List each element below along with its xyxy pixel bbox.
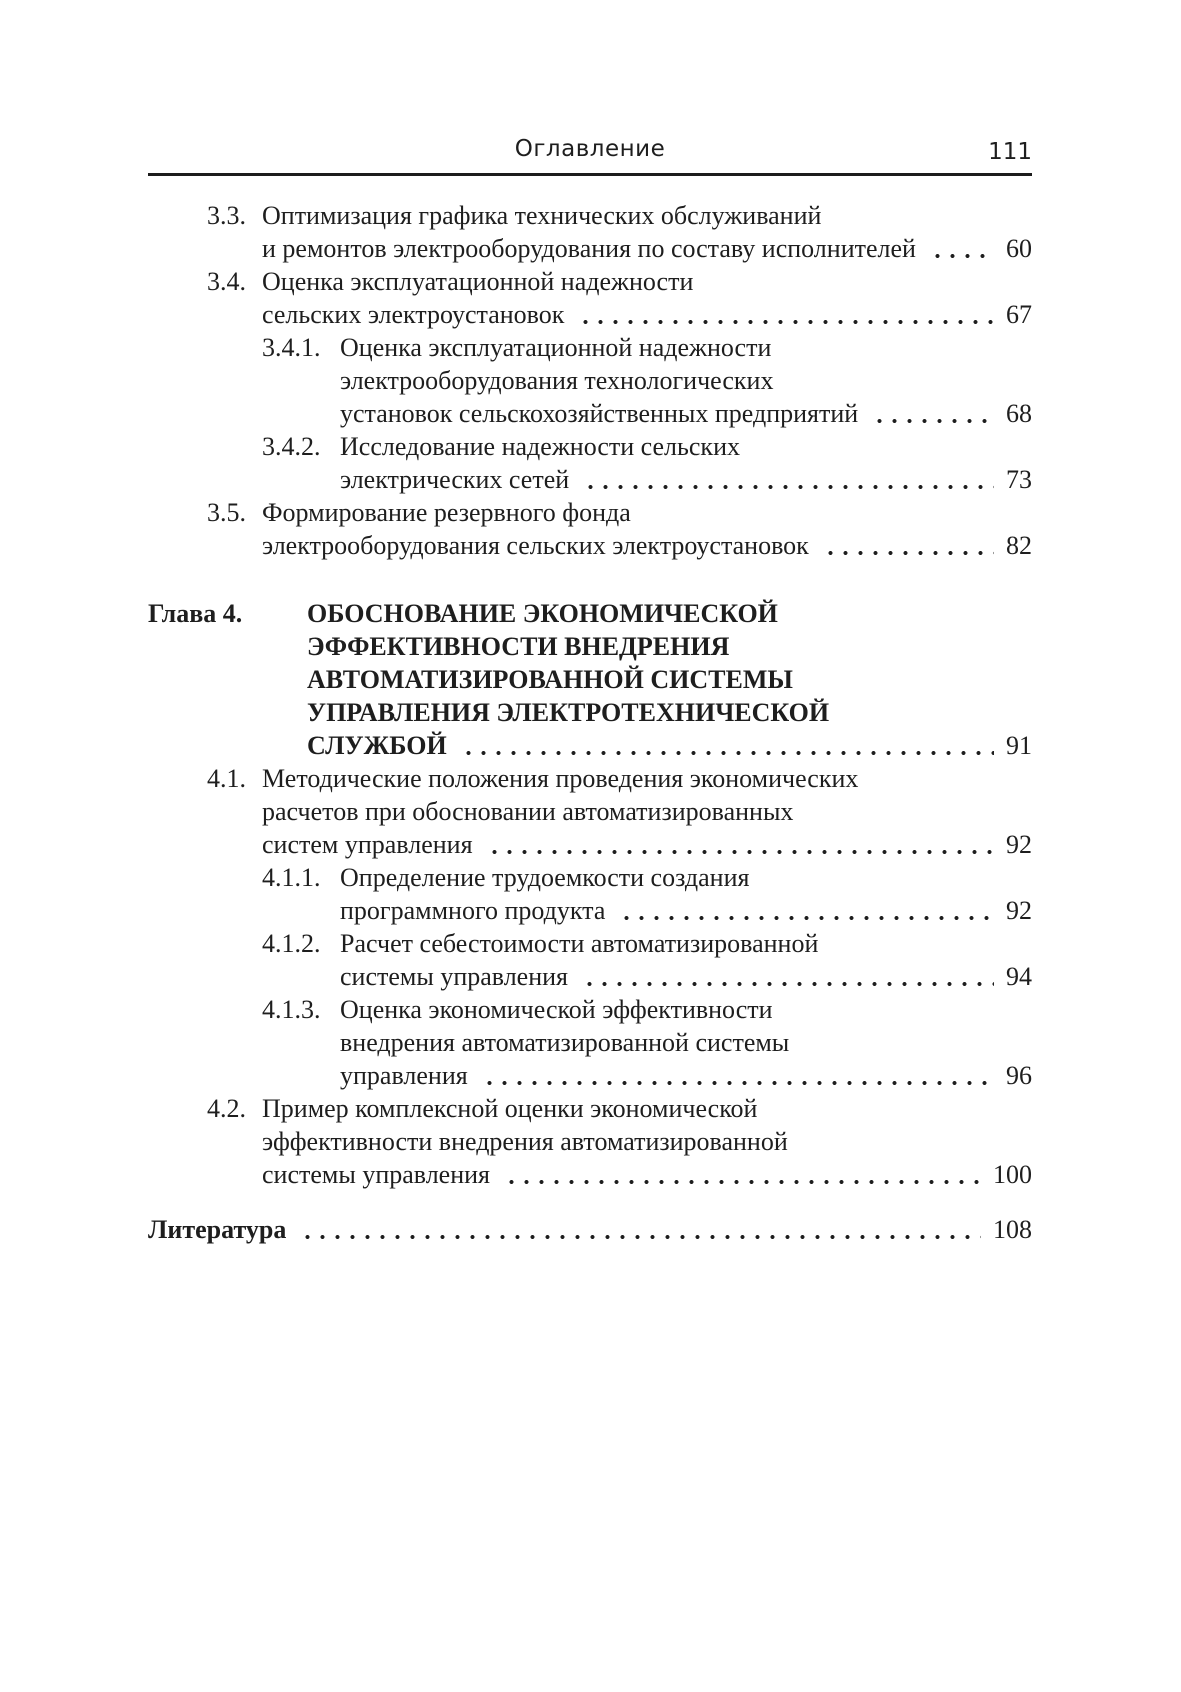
toc-entry-body bbox=[340, 331, 1032, 430]
toc-entry-leader-line bbox=[340, 463, 1032, 496]
toc-entry-text: сельских электроустановок bbox=[262, 300, 565, 329]
toc-entry-text: Оценка эксплуатационной надежности bbox=[262, 267, 694, 296]
toc-entry-text: СЛУЖБОЙ bbox=[307, 731, 447, 760]
toc-entry-leader-line bbox=[262, 298, 1032, 331]
toc-entry-number: 4.1.3. bbox=[262, 995, 321, 1024]
toc-entry-text: Пример комплексной оценки экономической bbox=[262, 1094, 758, 1123]
header-page-number: 111 bbox=[988, 139, 1032, 165]
dot-leader bbox=[300, 1213, 981, 1246]
page-title: Оглавление bbox=[514, 136, 666, 162]
toc-entry-text: установок сельскохозяйственных предприятий bbox=[340, 399, 859, 428]
toc-entry-text: Расчет себестоимости автоматизированной bbox=[340, 929, 819, 958]
toc-entry-text: ОБОСНОВАНИЕ ЭКОНОМИЧЕСКОЙ bbox=[307, 599, 778, 628]
toc-page-number: 68 bbox=[1006, 399, 1032, 428]
toc-page-number: 92 bbox=[1006, 830, 1032, 859]
toc-entry bbox=[148, 597, 1032, 762]
toc-entry bbox=[148, 1213, 1032, 1246]
toc-page-number: 82 bbox=[1006, 531, 1032, 560]
toc-page-number: 67 bbox=[1006, 300, 1032, 329]
toc-entry-text: Оценка эксплуатационной надежности bbox=[340, 333, 772, 362]
toc-page-number: 60 bbox=[1006, 234, 1032, 263]
dot-leader bbox=[823, 529, 994, 562]
toc-entry bbox=[148, 496, 1032, 562]
toc-entry-text: эффективности внедрения автоматизированной bbox=[262, 1127, 788, 1156]
toc-entry bbox=[148, 265, 1032, 331]
toc-entry-body bbox=[340, 430, 1032, 496]
dot-leader bbox=[461, 729, 994, 762]
toc-entry-text: УПРАВЛЕНИЯ ЭЛЕКТРОТЕХНИЧЕСКОЙ bbox=[307, 698, 830, 727]
toc-entry-number: 4.1. bbox=[207, 764, 246, 793]
toc-entry-text: Определение трудоемкости создания bbox=[340, 863, 750, 892]
toc-entry-text: Оптимизация графика технических обслуживаний bbox=[262, 201, 822, 230]
toc-entry-leader-line bbox=[148, 1213, 1032, 1246]
toc-entry-body bbox=[262, 762, 1032, 861]
toc-entry bbox=[148, 331, 1032, 430]
toc-entry-text: Оценка экономической эффективности bbox=[340, 995, 773, 1024]
page-content bbox=[148, 0, 1032, 1246]
toc-page-number: 92 bbox=[1006, 896, 1032, 925]
dot-leader bbox=[583, 463, 994, 496]
toc-entry bbox=[148, 199, 1032, 265]
toc-entry-text: программного продукта bbox=[340, 896, 606, 925]
toc-page-number: 91 bbox=[1006, 731, 1032, 760]
dot-leader bbox=[504, 1158, 981, 1191]
toc-entry-number: 4.2. bbox=[207, 1094, 246, 1123]
dot-leader bbox=[872, 397, 994, 430]
toc-entry-text: расчетов при обосновании автоматизированных bbox=[262, 797, 794, 826]
toc-entry bbox=[148, 762, 1032, 861]
toc-entry-text: АВТОМАТИЗИРОВАННОЙ СИСТЕМЫ bbox=[307, 665, 793, 694]
toc-entry-leader-line bbox=[262, 1158, 1032, 1191]
toc-entry-leader-line bbox=[340, 960, 1032, 993]
toc-entry-text: внедрения автоматизированной системы bbox=[340, 1028, 790, 1057]
toc-entry-text: электрических сетей bbox=[340, 465, 570, 494]
toc-entry-leader-line bbox=[262, 232, 1032, 265]
dot-leader bbox=[578, 298, 994, 331]
toc-page-number: 73 bbox=[1006, 465, 1032, 494]
toc-entry-number: 3.4.2. bbox=[262, 432, 321, 461]
toc-entry-number: 3.4.1. bbox=[262, 333, 321, 362]
toc-entry-text: Методические положения проведения экономических bbox=[262, 764, 859, 793]
toc-entry-leader-line bbox=[262, 828, 1032, 861]
toc-entry-body bbox=[340, 993, 1032, 1092]
toc-entry-text: ЭФФЕКТИВНОСТИ ВНЕДРЕНИЯ bbox=[307, 632, 730, 661]
dot-leader bbox=[619, 894, 994, 927]
toc-entry-leader-line bbox=[340, 894, 1032, 927]
toc-entry-number: 3.4. bbox=[207, 267, 246, 296]
toc-page-number: 96 bbox=[1006, 1061, 1032, 1090]
table-of-contents bbox=[148, 199, 1032, 1246]
toc-entry-text: электрооборудования сельских электроустановок bbox=[262, 531, 809, 560]
toc-entry-text: и ремонтов электрооборудования по составу исполнителей bbox=[262, 234, 916, 263]
dot-leader bbox=[582, 960, 994, 993]
toc-page-number: 108 bbox=[993, 1215, 1032, 1244]
toc-entry-number: 3.5. bbox=[207, 498, 246, 527]
toc-entry-text: Исследование надежности сельских bbox=[340, 432, 740, 461]
toc-entry-leader-line bbox=[340, 397, 1032, 430]
toc-entry-body bbox=[307, 597, 1032, 762]
header-rule bbox=[148, 173, 1032, 176]
toc-entry-body bbox=[262, 1092, 1032, 1191]
toc-entry-body bbox=[148, 1213, 1032, 1246]
toc-entry-text: системы управления bbox=[340, 962, 569, 991]
toc-page-number: 94 bbox=[1006, 962, 1032, 991]
toc-entry-text: системы управления bbox=[262, 1160, 491, 1189]
toc-entry-number: 3.3. bbox=[207, 201, 246, 230]
toc-entry-body bbox=[340, 927, 1032, 993]
toc-entry bbox=[148, 1092, 1032, 1191]
toc-entry-leader-line bbox=[307, 729, 1032, 762]
toc-entry bbox=[148, 430, 1032, 496]
toc-entry-body bbox=[262, 265, 1032, 331]
toc-entry-text: Формирование резервного фонда bbox=[262, 498, 631, 527]
toc-entry-text: электрооборудования технологических bbox=[340, 366, 774, 395]
toc-page-number: 100 bbox=[993, 1160, 1032, 1189]
dot-leader bbox=[930, 232, 994, 265]
toc-entry-body bbox=[340, 861, 1032, 927]
toc-entry-body bbox=[262, 199, 1032, 265]
toc-entry-number: Глава 4. bbox=[148, 599, 243, 628]
toc-entry-number: 4.1.2. bbox=[262, 929, 321, 958]
toc-entry-leader-line bbox=[262, 529, 1032, 562]
page-header bbox=[148, 0, 1032, 167]
toc-entry bbox=[148, 927, 1032, 993]
toc-entry-body bbox=[262, 496, 1032, 562]
dot-leader bbox=[487, 828, 994, 861]
dot-leader bbox=[482, 1059, 994, 1092]
toc-entry bbox=[148, 993, 1032, 1092]
toc-entry-leader-line bbox=[340, 1059, 1032, 1092]
toc-entry-number: 4.1.1. bbox=[262, 863, 321, 892]
toc-entry-text: управления bbox=[340, 1061, 468, 1090]
toc-entry bbox=[148, 861, 1032, 927]
toc-entry-text: систем управления bbox=[262, 830, 473, 859]
toc-entry-text: Литература bbox=[148, 1215, 287, 1244]
